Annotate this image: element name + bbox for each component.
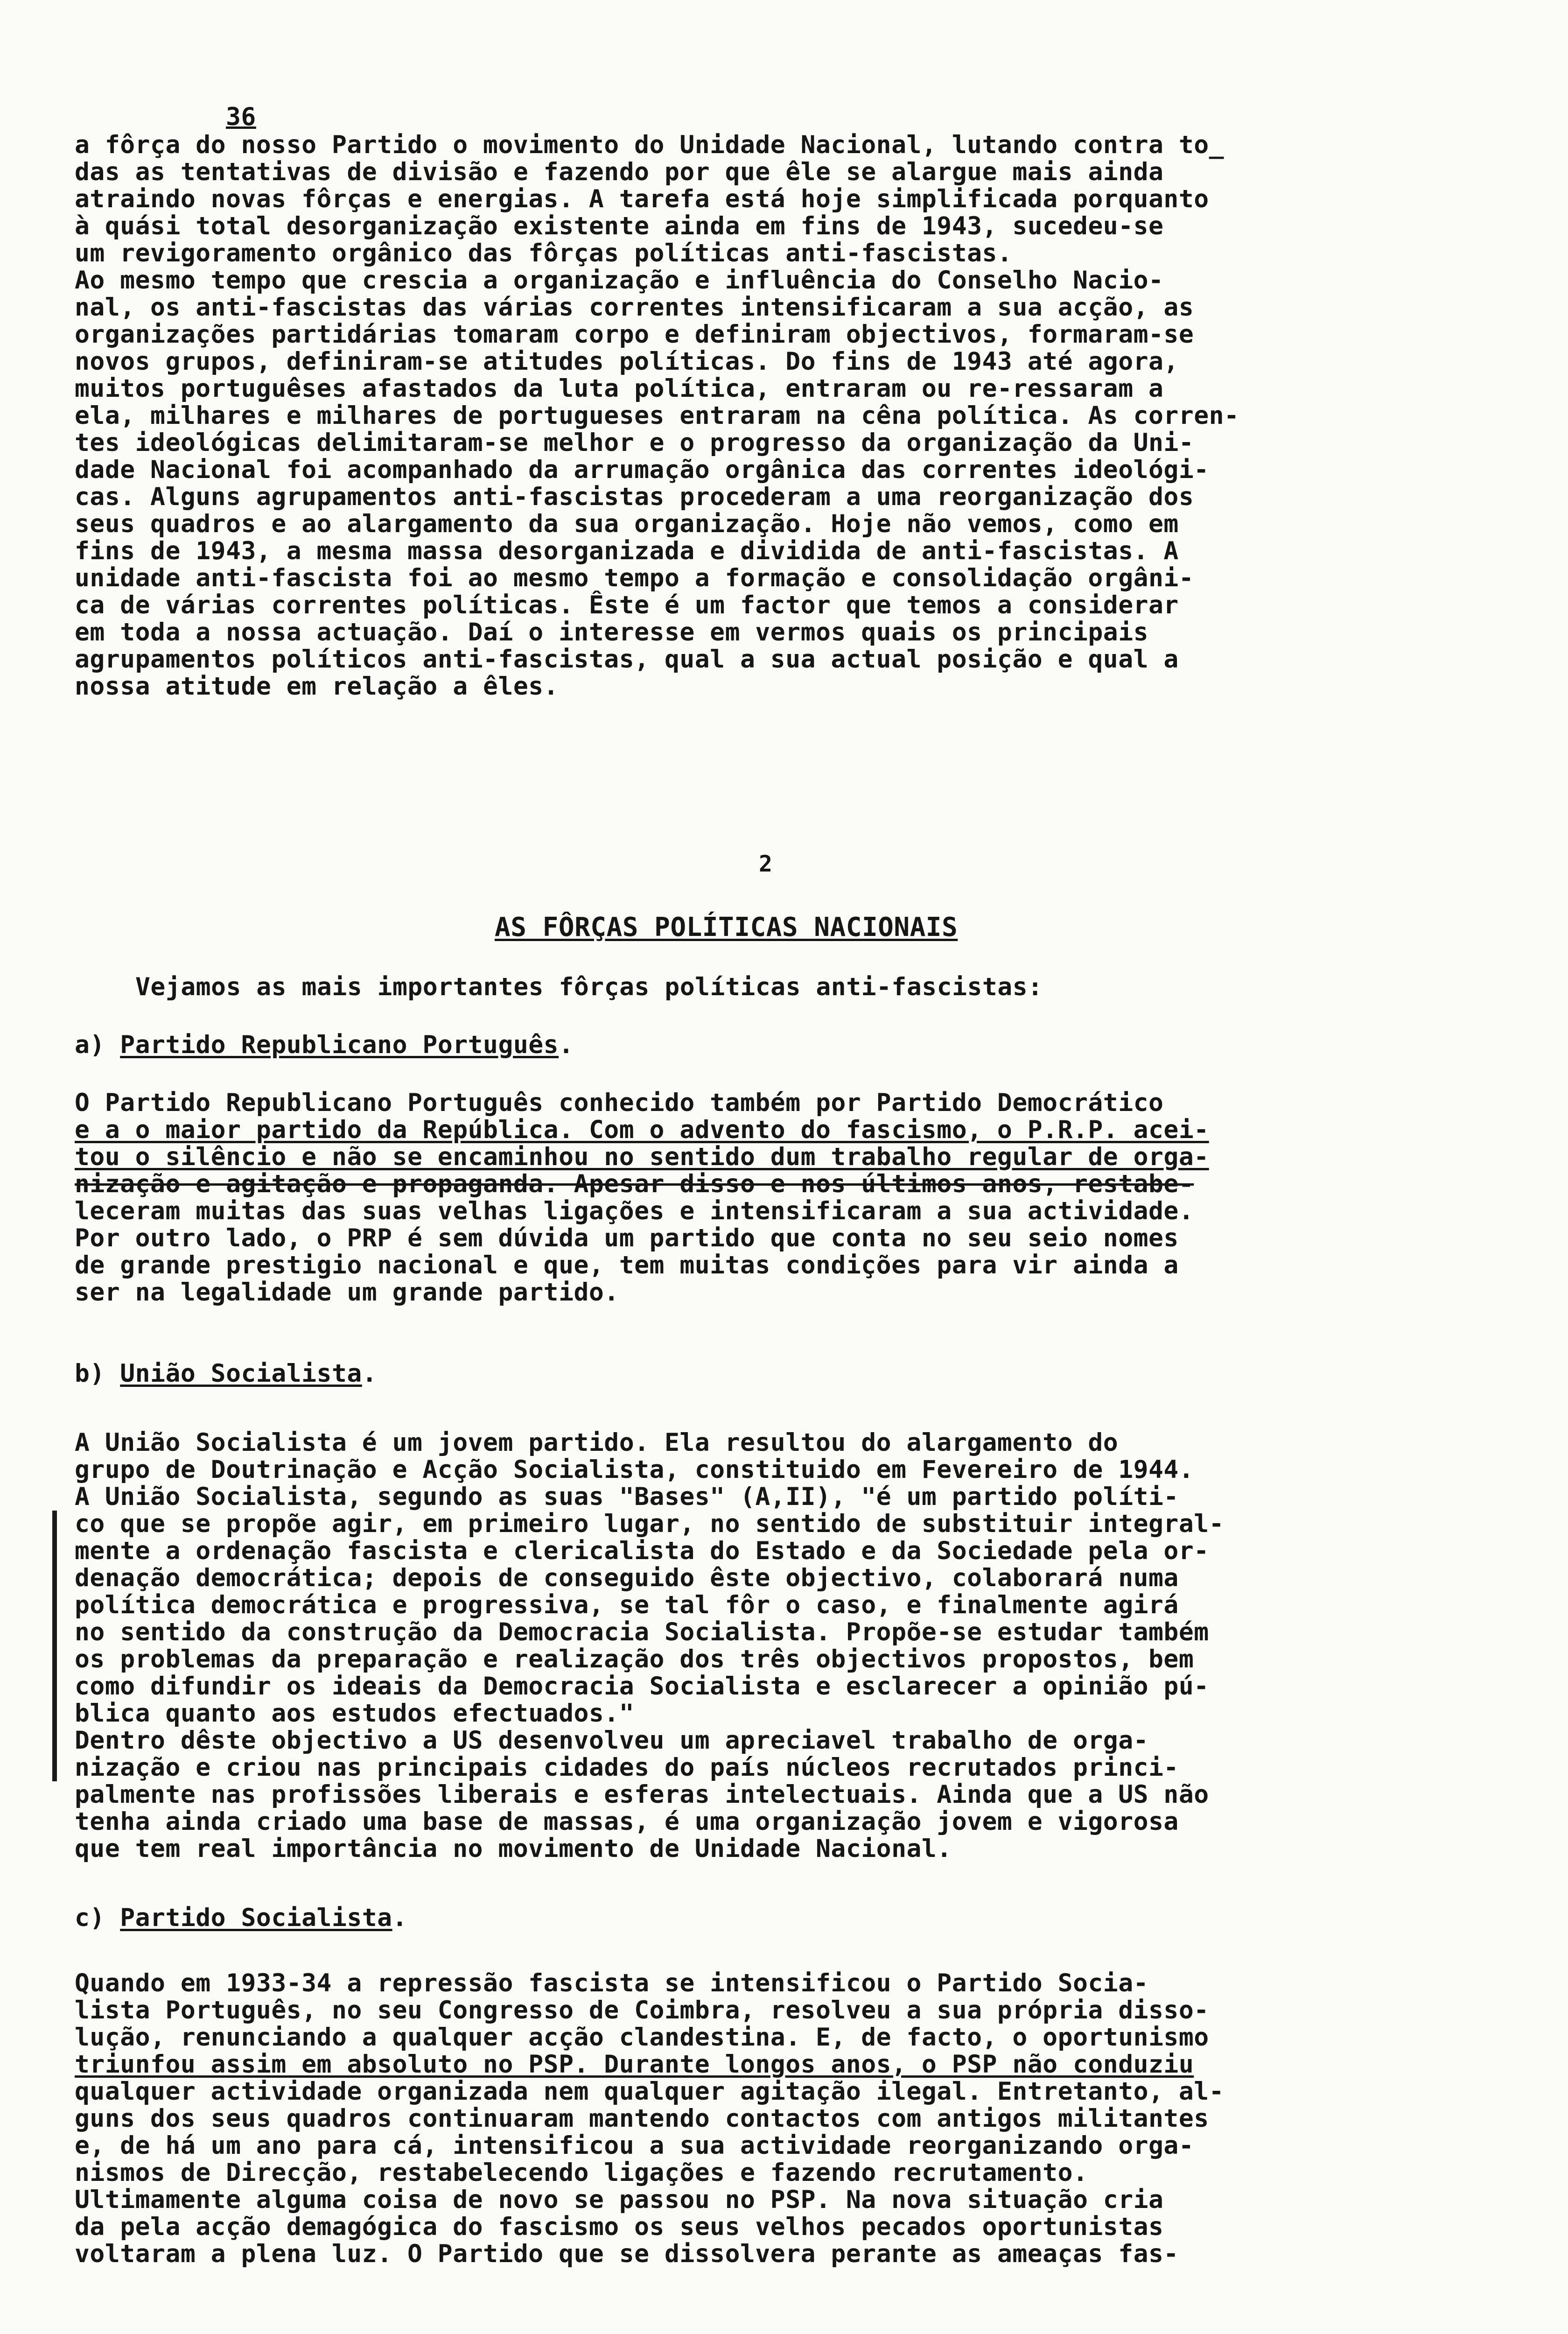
text-line: ela, milhares e milhares de portugueses entraram na cêna política. As corren- <box>75 401 1239 430</box>
text-line: unidade anti-fascista foi ao mesmo tempo a formação e consolidação orgâni- <box>75 564 1194 592</box>
subsection-title-end: . <box>392 1904 408 1932</box>
text-line: fins de 1943, a mesma massa desorganizada e dividida de anti-fascistas. A <box>75 537 1179 565</box>
text-line: que tem real importância no movimento de Unidade Nacional. <box>75 1835 952 1863</box>
text-line: novos grupos, definiram-se atitudes políticas. Do fins de 1943 até agora, <box>75 347 1179 376</box>
text-line: nossa atitude em relação a êles. <box>75 672 559 701</box>
text-line: co que se propõe agir, em primeiro lugar, no sentido de substituir integral- <box>75 1510 1225 1538</box>
text-line: dade Nacional foi acompanhado da arrumação orgânica das correntes ideológi- <box>75 456 1209 484</box>
text-line: muitos portuguêses afastados da luta política, entraram ou re-ressaram a <box>75 374 1164 403</box>
text-line: tenha ainda criado uma base de massas, é uma organização jovem e vigorosa <box>75 1807 1179 1836</box>
section-heading: AS FÔRÇAS POLÍTICAS NACIONAIS <box>495 912 958 942</box>
text-line: grupo de Doutrinação e Acção Socialista, constituido em Fevereiro de 1944. <box>75 1455 1194 1484</box>
page-number: 36 <box>226 103 256 131</box>
text-line: em toda a nossa actuação. Daí o interesse em vermos quais os principais <box>75 618 1149 647</box>
text-line: Por outro lado, o PRP é sem dúvida um partido que conta no seu seio nomes <box>75 1224 1179 1252</box>
text-line: e a o maior partido da República. Com o advento do fascismo, o P.R.P. acei- <box>75 1116 1209 1144</box>
text-line: tou o silêncio e não se encaminhou no sentido dum trabalho regular de orga- <box>75 1143 1209 1171</box>
text-line: os problemas da preparação e realização dos três objectivos propostos, bem <box>75 1645 1194 1673</box>
text-line: A União Socialista é um jovem partido. Ela resultou do alargamento do <box>75 1428 1119 1457</box>
text-line: Quando em 1933-34 a repressão fascista se intensificou o Partido Socia- <box>75 1969 1149 1997</box>
text-line: política democrática e progressiva, se tal fôr o caso, e finalmente agirá <box>75 1591 1179 1619</box>
text-line: à quási total desorganização existente ainda em fins de 1943, sucedeu-se <box>75 212 1164 240</box>
text-line: nização e criou nas principais cidades do país núcleos recrutados princi- <box>75 1753 1179 1782</box>
text-line: denação democrática; depois de conseguido êste objectivo, colaborará numa <box>75 1564 1179 1592</box>
subsection-label: c) <box>75 1904 120 1932</box>
text-line: ser na legalidade um grande partido. <box>75 1278 619 1307</box>
subsection-title: Partido Socialista <box>120 1904 392 1932</box>
text-line: e, de há um ano para cá, intensificou a sua actividade reorganizando orga- <box>75 2131 1194 2160</box>
subsection-label: b) <box>75 1359 120 1388</box>
text-line: das as tentativas de divisão e fazendo por que êle se alargue mais ainda <box>75 158 1164 186</box>
subsection-title: União Socialista <box>120 1359 362 1388</box>
text-line: Vejamos as mais importantes fôrças políticas anti-fascistas: <box>135 973 1043 1001</box>
text-line: A União Socialista, segundo as suas "Bases" (A,II), "é um partido políti- <box>75 1483 1179 1511</box>
text-line: agrupamentos políticos anti-fascistas, qual a sua actual posição e qual a <box>75 645 1179 674</box>
text-line: de grande prestigio nacional e que, tem muitas condições para vir ainda a <box>75 1251 1179 1279</box>
text-line: blica quanto aos estudos efectuados." <box>75 1699 635 1728</box>
text-line: guns dos seus quadros continuaram mantendo contactos com antigos militantes <box>75 2104 1209 2133</box>
text-line: leceram muitas das suas velhas ligações e intensificaram a sua actividade. <box>75 1197 1194 1225</box>
text-line: ca de várias correntes políticas. Êste é um factor que temos a considerar <box>75 591 1179 619</box>
margin-annotation-bar <box>52 1511 57 1781</box>
text-line: seus quadros e ao alargamento da sua organização. Hoje não vemos, como em <box>75 510 1179 538</box>
text-line: nização e agitação e propaganda. Apesar disso e nos últimos anos, restabe- <box>75 1170 1194 1198</box>
section-marker: 2 <box>759 851 773 877</box>
text-line: organizações partidárias tomaram corpo e definiram objectivos, formaram-se <box>75 320 1194 349</box>
subsection-title-end: . <box>559 1031 574 1059</box>
subsection-label: a) <box>75 1031 120 1059</box>
subsection-title: Partido Republicano Português <box>120 1031 559 1059</box>
text-line: atraindo novas fôrças e energias. A tarefa está hoje simplificada porquanto <box>75 185 1209 213</box>
text-line: como difundir os ideais da Democracia Socialista e esclarecer a opinião pú- <box>75 1672 1209 1701</box>
text-line: lução, renunciando a qualquer acção clandestina. E, de facto, o oportunismo <box>75 2023 1209 2052</box>
text-line: lista Português, no seu Congresso de Coimbra, resolveu a sua própria disso- <box>75 1996 1209 2025</box>
text-line: palmente nas profissões liberais e esferas intelectuais. Ainda que a US não <box>75 1780 1209 1809</box>
text-line: qualquer actividade organizada nem qualquer agitação ilegal. Entretanto, al- <box>75 2077 1225 2106</box>
text-line: O Partido Republicano Português conhecido também por Partido Democrático <box>75 1089 1164 1117</box>
text-line: nismos de Direcção, restabelecendo ligações e fazendo recrutamento. <box>75 2158 1088 2187</box>
text-line: no sentido da construção da Democracia Socialista. Propõe-se estudar também <box>75 1618 1209 1646</box>
text-line: da pela acção demagógica do fascismo os seus velhos pecados oportunistas <box>75 2213 1164 2241</box>
text-line: nal, os anti-fascistas das várias correntes intensificaram a sua acção, as <box>75 293 1194 322</box>
text-line: tes ideológicas delimitaram-se melhor e o progresso da organização da Uni- <box>75 429 1194 457</box>
text-line: Ultimamente alguma coisa de novo se passou no PSP. Na nova situação cria <box>75 2186 1164 2214</box>
text-line: voltaram a plena luz. O Partido que se dissolvera perante as ameaças fas- <box>75 2240 1179 2268</box>
text-line: a fôrça do nosso Partido o movimento do Unidade Nacional, lutando contra to_ <box>75 131 1225 159</box>
text-line: mente a ordenação fascista e clericalista do Estado e da Sociedade pela or- <box>75 1537 1209 1565</box>
text-line: Ao mesmo tempo que crescia a organização e influência do Conselho Nacio- <box>75 266 1164 295</box>
text-line: triunfou assim em absoluto no PSP. Durante longos anos, o PSP não conduziu <box>75 2050 1194 2079</box>
text-line: um revigoramento orgânico das fôrças políticas anti-fascistas. <box>75 239 1013 267</box>
subsection-title-end: . <box>362 1359 378 1388</box>
text-line: cas. Alguns agrupamentos anti-fascistas procederam a uma reorganização dos <box>75 483 1194 511</box>
text-line: Dentro dêste objectivo a US desenvolveu um apreciavel trabalho de orga- <box>75 1726 1149 1755</box>
